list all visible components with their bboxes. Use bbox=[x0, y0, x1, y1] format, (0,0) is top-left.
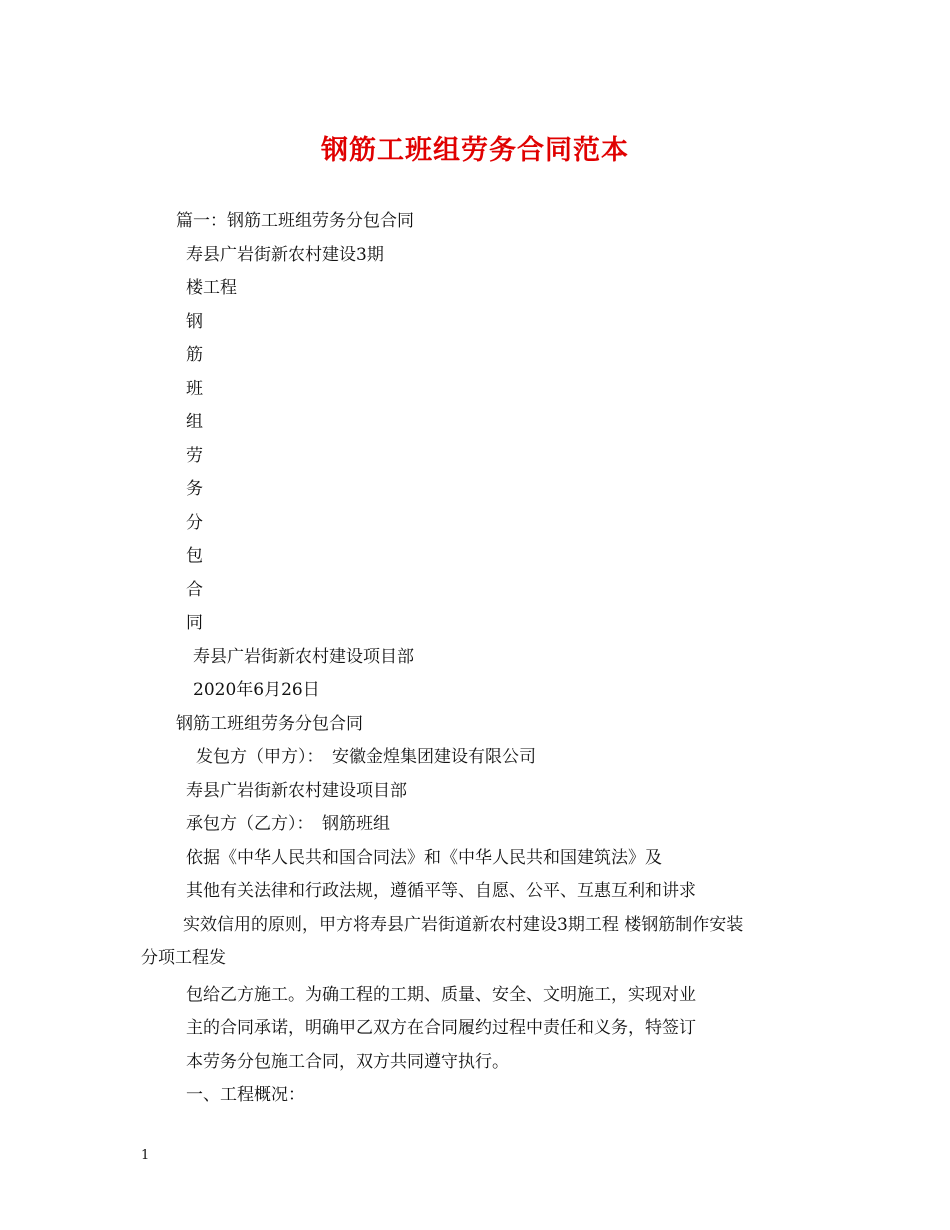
text-line: 寿县广岩街新农村建设3期 bbox=[186, 245, 384, 265]
text-line: 包给乙方施工。为确工程的工期、质量、安全、文明施工，实现对业 bbox=[186, 985, 696, 1005]
text-line: 承包方（乙方）： 钢筋班组 bbox=[186, 814, 390, 834]
text-line: 钢 bbox=[186, 312, 203, 332]
text-line: 主的合同承诺，明确甲乙双方在合同履约过程中责任和义务，特签订 bbox=[186, 1018, 696, 1038]
section-heading: 一、工程概况： bbox=[186, 1085, 305, 1105]
text-line: 劳 bbox=[186, 446, 203, 466]
text-line: 分项工程发 bbox=[141, 948, 226, 968]
text-line: 依据《中华人民共和国合同法》和《中华人民共和国建筑法》及 bbox=[186, 848, 662, 868]
text-line: 本劳务分包施工合同，双方共同遵守执行。 bbox=[186, 1052, 509, 1072]
text-line: 寿县广岩街新农村建设项目部 bbox=[193, 647, 414, 667]
text-line: 楼工程 bbox=[186, 278, 237, 298]
text-line: 发包方（甲方）： 安徽金煌集团建设有限公司 bbox=[196, 747, 536, 767]
text-line: 务 bbox=[186, 479, 203, 499]
text-line: 筋 bbox=[186, 345, 203, 365]
text-line: 实效信用的原则，甲方将寿县广岩街道新农村建设3期工程 楼钢筋制作安装 bbox=[183, 915, 744, 935]
section-heading: 篇一：钢筋工班组劳务分包合同 bbox=[176, 211, 414, 231]
text-line: 钢筋工班组劳务分包合同 bbox=[176, 714, 363, 734]
text-line: 分 bbox=[186, 513, 203, 533]
text-line: 班 bbox=[186, 379, 203, 399]
text-line: 组 bbox=[186, 412, 203, 432]
document-title: 钢筋工班组劳务合同范本 bbox=[321, 135, 629, 166]
text-line: 同 bbox=[186, 613, 203, 633]
page-number: 1 bbox=[141, 1148, 150, 1163]
text-line: 包 bbox=[186, 546, 203, 566]
text-line: 寿县广岩街新农村建设项目部 bbox=[186, 781, 407, 801]
text-line: 其他有关法律和行政法规，遵循平等、自愿、公平、互惠互利和讲求 bbox=[186, 881, 696, 901]
text-line: 合 bbox=[186, 580, 203, 600]
date-line: 2020年6月26日 bbox=[193, 680, 320, 700]
